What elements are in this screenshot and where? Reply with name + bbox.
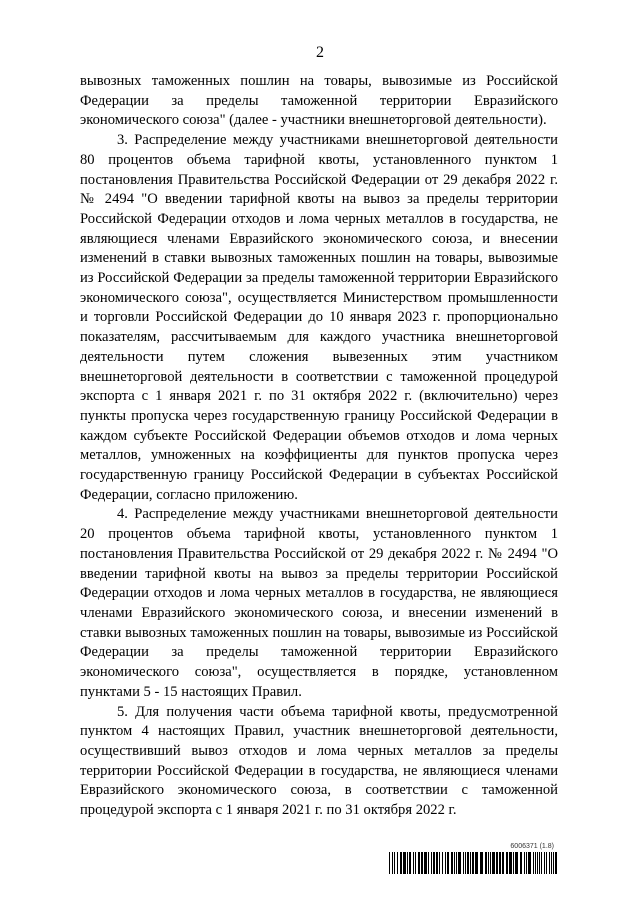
paragraph-continuation: вывозных таможенных пошлин на товары, вывозимые из Российской Федерации за пределы таможенной территории Евразийского экономического союза" (далее - участники внешнеторговой деятельности). <box>80 73 558 129</box>
barcode-image <box>389 852 557 874</box>
page-number: 2 <box>316 44 324 61</box>
paragraph-item-5: 5. Для получения части объема тарифной квоты, предусмотренной пунктом 4 настоящих Правил, участник внешнеторговой деятельности, осуществивший вывоз отходов и лома черных металлов за пределы территории Российской Федерации в государства, не являющиеся членами Евразийского экономического союза, в соответствии с таможенной процедурой экспорта с 1 января 2021 г. по 31 октября 2022 г. <box>80 703 558 819</box>
paragraph-item-4: 4. Распределение между участниками внешнеторговой деятельности 20 процентов объема тарифной квоты, установленного пунктом 1 постановления Правительства Российской от 29 декабря 2022 г. № 2494 "О введении тарифной квоты на вывоз за пределы территории Российской Федерации отходов и лома черных металлов в государства, не являющиеся членами Евразийского экономического союза, и внесении изменений в ставки вывозных таможенных пошлин на товары, вывозимые из Российской Федерации за пределы таможенной территории Евразийского экономического союза", осуществляется в порядке, установленном пунктами 5 - 15 настоящих Правил. <box>80 506 558 700</box>
document-code: 6006371 (1.8) <box>510 843 554 850</box>
paragraph-item-3: 3. Распределение между участниками внешнеторговой деятельности 80 процентов объема тарифной квоты, установленного пунктом 1 постановления Правительства Российской Федерации от 29 декабря 2022 г. № 2494 "О введении тарифной квоты на вывоз за пределы территории Российской Федерации отходов и лома черных металлов в государства, не являющиеся членами Евразийского экономического союза, и внесении изменений в ставки вывозных таможенных пошлин на товары, вывозимые из Российской Федерации за пределы таможенной территории Евразийского экономического союза", осуществляется Министерством промышленности и торговли Российской Федерации до 10 января 2023 г. пропорционально показателям, рассчитываемым для каждого участника внешнеторговой деятельности путем сложения вывезенных этим участником внешнеторговой деятельности в соответствии с таможенной процедурой экспорта с 1 января 2021 г. по 31 октября 2022 г. (включительно) через пункты пропуска через государственную границу Российской Федерации в каждом субъекте Российской Федерации объемов отходов и лома черных металлов, умноженных на коэффициенты для пунктов пропуска через государственную границу Российской Федерации в субъектах Российской Федерации, согласно приложению. <box>80 132 558 503</box>
document-body <box>80 72 558 821</box>
